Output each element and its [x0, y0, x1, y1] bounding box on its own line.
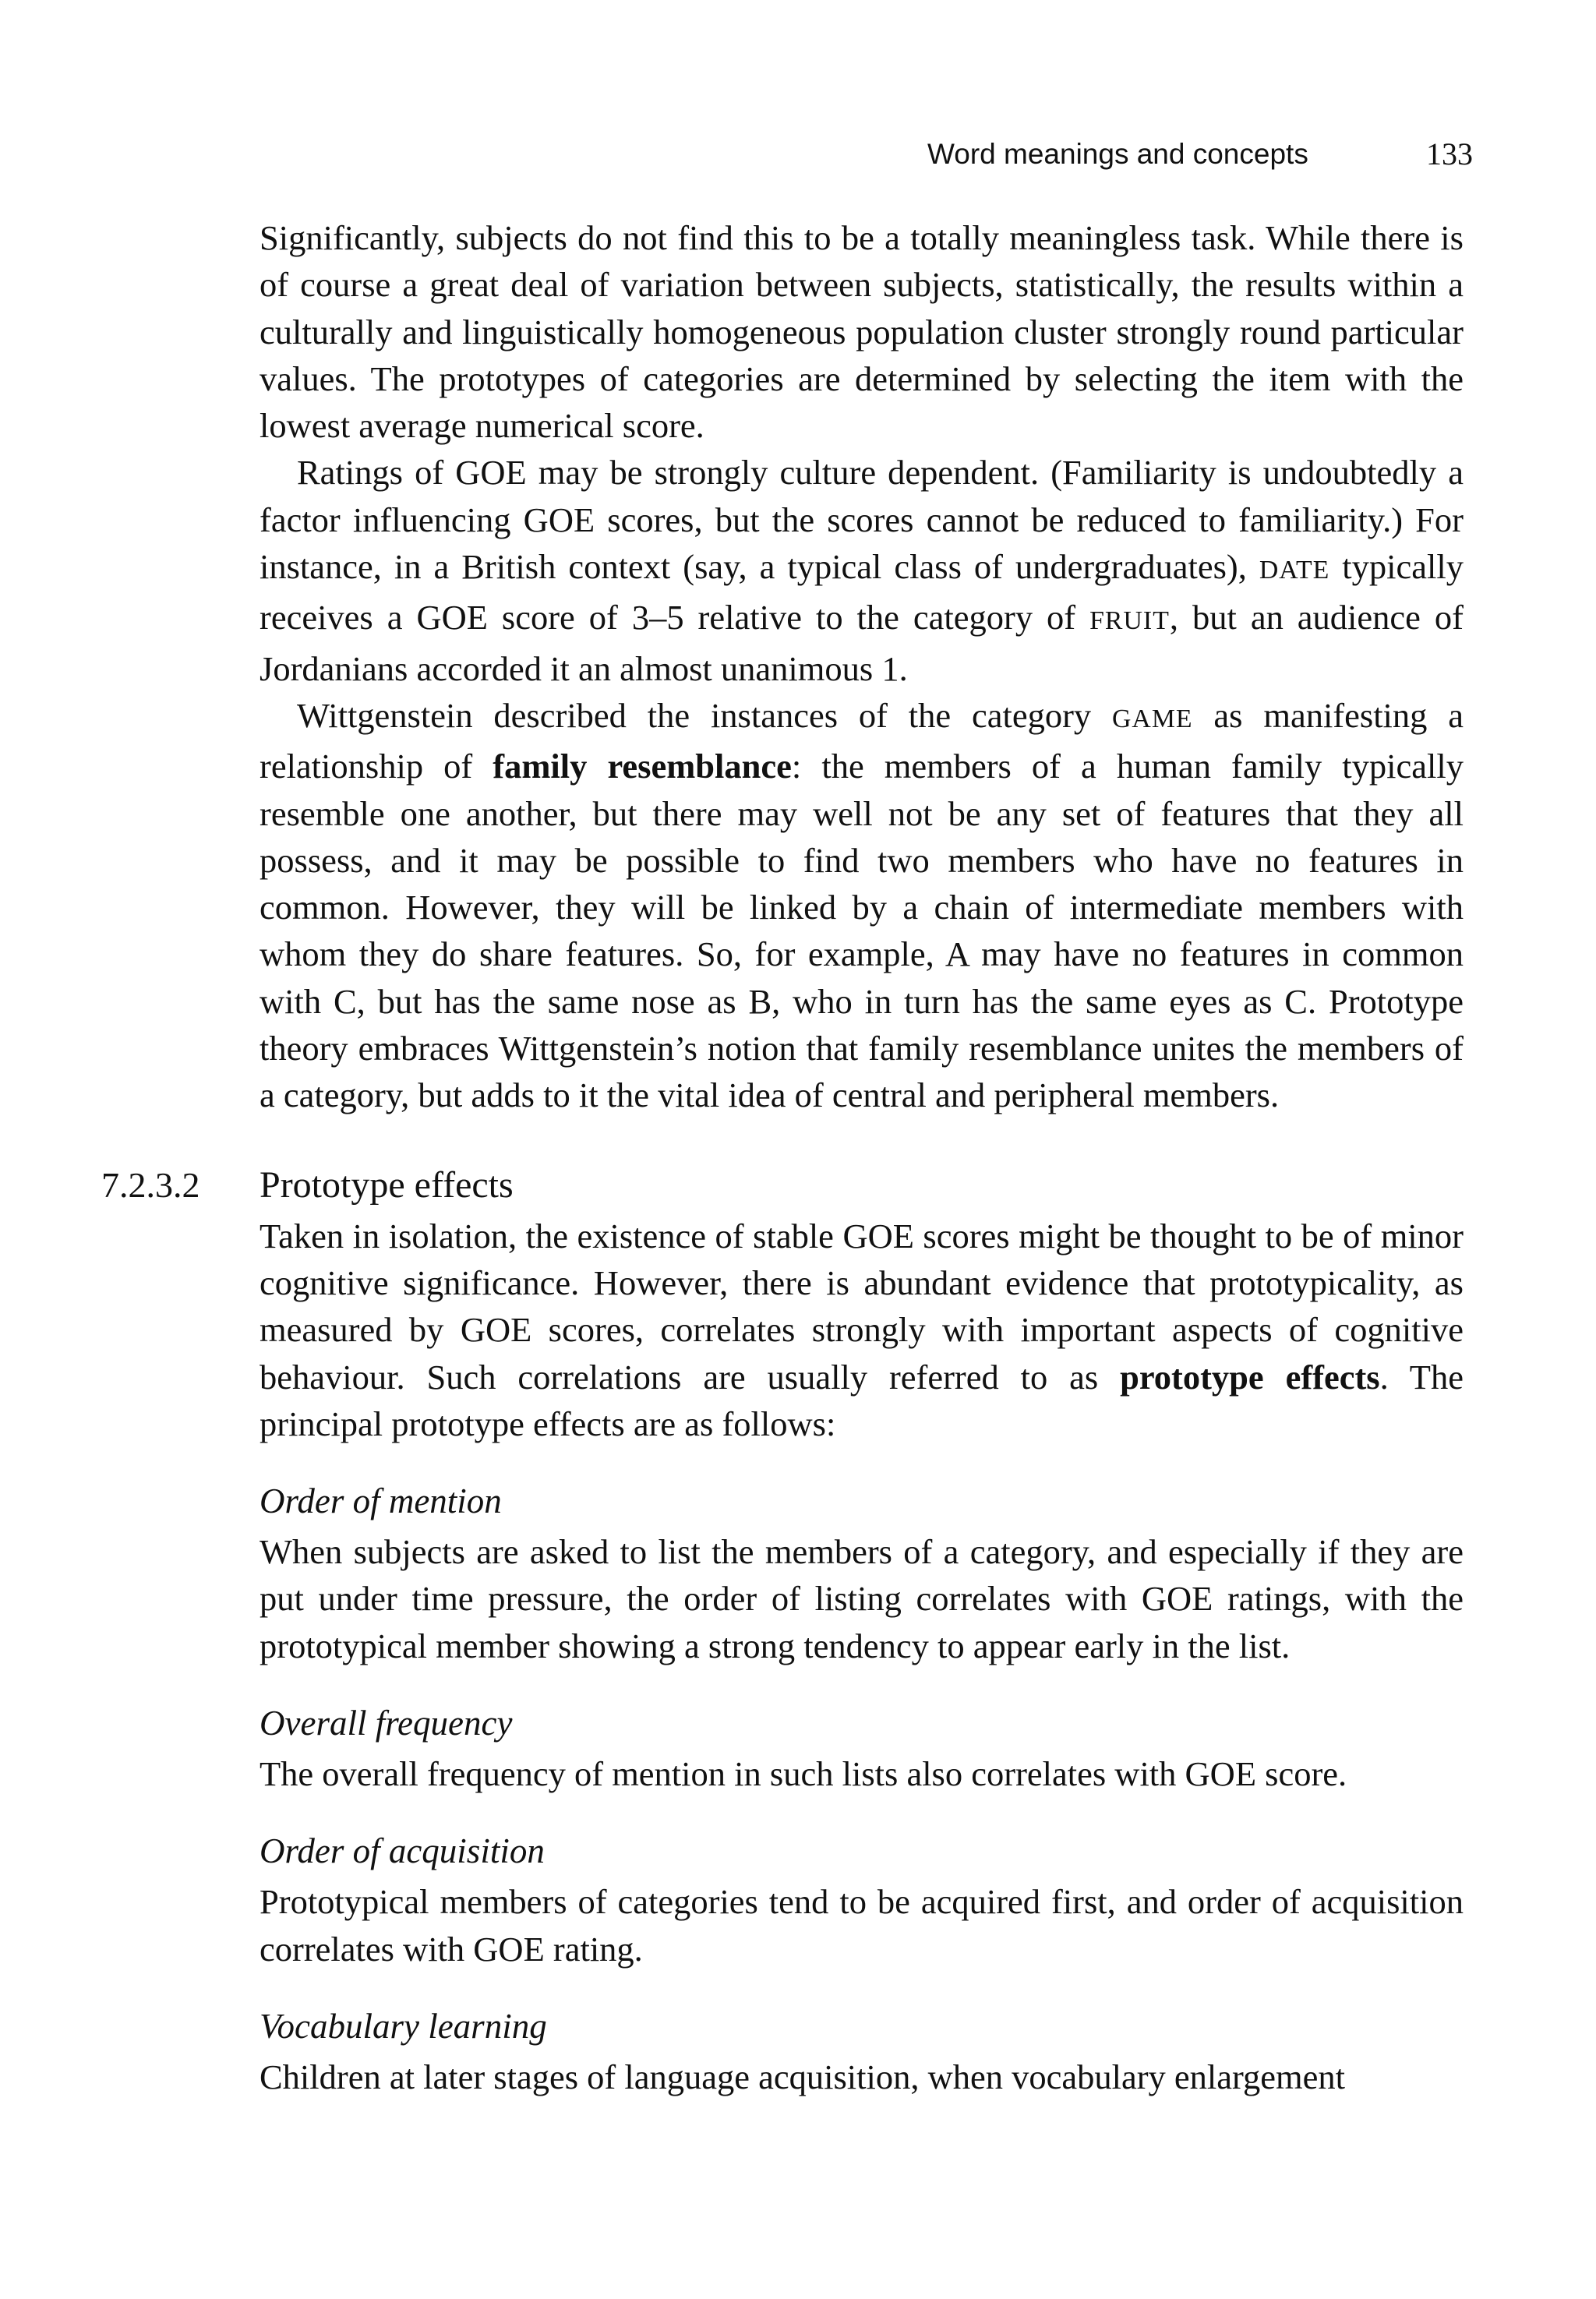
term-prototype-effects: prototype effects [1120, 1357, 1380, 1397]
subheading-order-of-acquisition: Order of acquisition [260, 1831, 545, 1871]
paragraph-overall-frequency: The overall frequency of mention in such lists also correlates with GOE score. [260, 1754, 1347, 1794]
running-head [927, 131, 1473, 178]
term-fruit: FRUIT [1089, 606, 1170, 636]
section-title: Prototype effects [260, 1164, 514, 1206]
paragraph-significance [260, 214, 1464, 449]
page-number: 133 [1426, 136, 1473, 171]
section-prototype-effects [101, 1158, 1464, 2101]
section-number: 7.2.3.2 [101, 1164, 200, 1205]
paragraph-family-text-c: : the members of a human family typically resemble one another, but there may well not be any set of features that they all possess, and it may be possible to find two members who have no features in common. However, they will be linked by a chain of intermediate members with whom they do share features. So, for example, A may have no features in common with C, but has the same nose as B, who in turn has the same eyes as C. Prototype theory embraces Wittgenstein’s notion that family resemblance unites the members of a category, but adds to it the vital idea of central and peripheral members. [260, 747, 1464, 1115]
paragraph-culture-dependence [260, 449, 1464, 691]
paragraph-culture-text-a: Ratings of GOE may be strongly culture dependent. (Familiarity is undoubtedly a factor influencing GOE scores, but the scores cannot be reduced to familiarity.) For instance, in a British context (say, a typical class of undergraduates), [260, 453, 1464, 587]
paragraph-family-resemblance [260, 692, 1464, 1119]
body-text [101, 214, 1464, 2100]
term-date: DATE [1259, 556, 1330, 585]
paragraph-family-text-b: as manifesting a relationship of [260, 695, 1464, 786]
paragraph-culture-text-c: , but an audience of Jordanians accorded it an almost unanimous 1. [260, 598, 1464, 688]
paragraph-order-of-acquisition: Prototypical members of categories tend to be acquired first, and order of acquisition correlates with GOE rating. [260, 1882, 1464, 1969]
term-game: GAME [1111, 704, 1193, 733]
term-family-resemblance: family resemblance [493, 747, 792, 786]
section-intro-paragraph [260, 1213, 1464, 1447]
paragraph-family-text-a: Wittgenstein described the instances of the category [297, 695, 1112, 735]
section-intro-text-b: . The principal prototype effects are as follows: [260, 1357, 1464, 1443]
paragraph-vocabulary-learning: Children at later stages of language acquisition, when vocabulary enlargement [260, 2057, 1346, 2096]
paragraph-culture-text-b: typically receives a GOE score of 3–5 relative to the category of [260, 547, 1464, 637]
subheading-vocabulary-learning: Vocabulary learning [260, 2006, 547, 2046]
subheading-order-of-mention: Order of mention [260, 1481, 502, 1521]
section-intro-text-a: Taken in isolation, the existence of stable GOE scores might be thought to be of minor cognitive significance. However, there is abundant evidence that prototypicality, as measured by GOE scores, correlates strongly with important aspects of cognitive behaviour. Such correlations are usually referred to as [260, 1216, 1464, 1397]
subheading-overall-frequency: Overall frequency [260, 1704, 513, 1743]
paragraph-significance-text: Significantly, subjects do not find this to be a totally meaningless task. While there is of course a great deal of variation between subjects, statistically, the results within a culturally and linguistically homogeneous population cluster strongly round particular values. The prototypes of categories are determined by selecting the item with the lowest average numerical score. [260, 218, 1464, 446]
running-title: Word meanings and concepts [927, 138, 1308, 170]
paragraph-order-of-mention: When subjects are asked to list the members of a category, and especially if they are put under time pressure, the order of listing correlates with GOE ratings, with the prototypical member showing a strong tendency to appear early in the list. [260, 1532, 1464, 1665]
